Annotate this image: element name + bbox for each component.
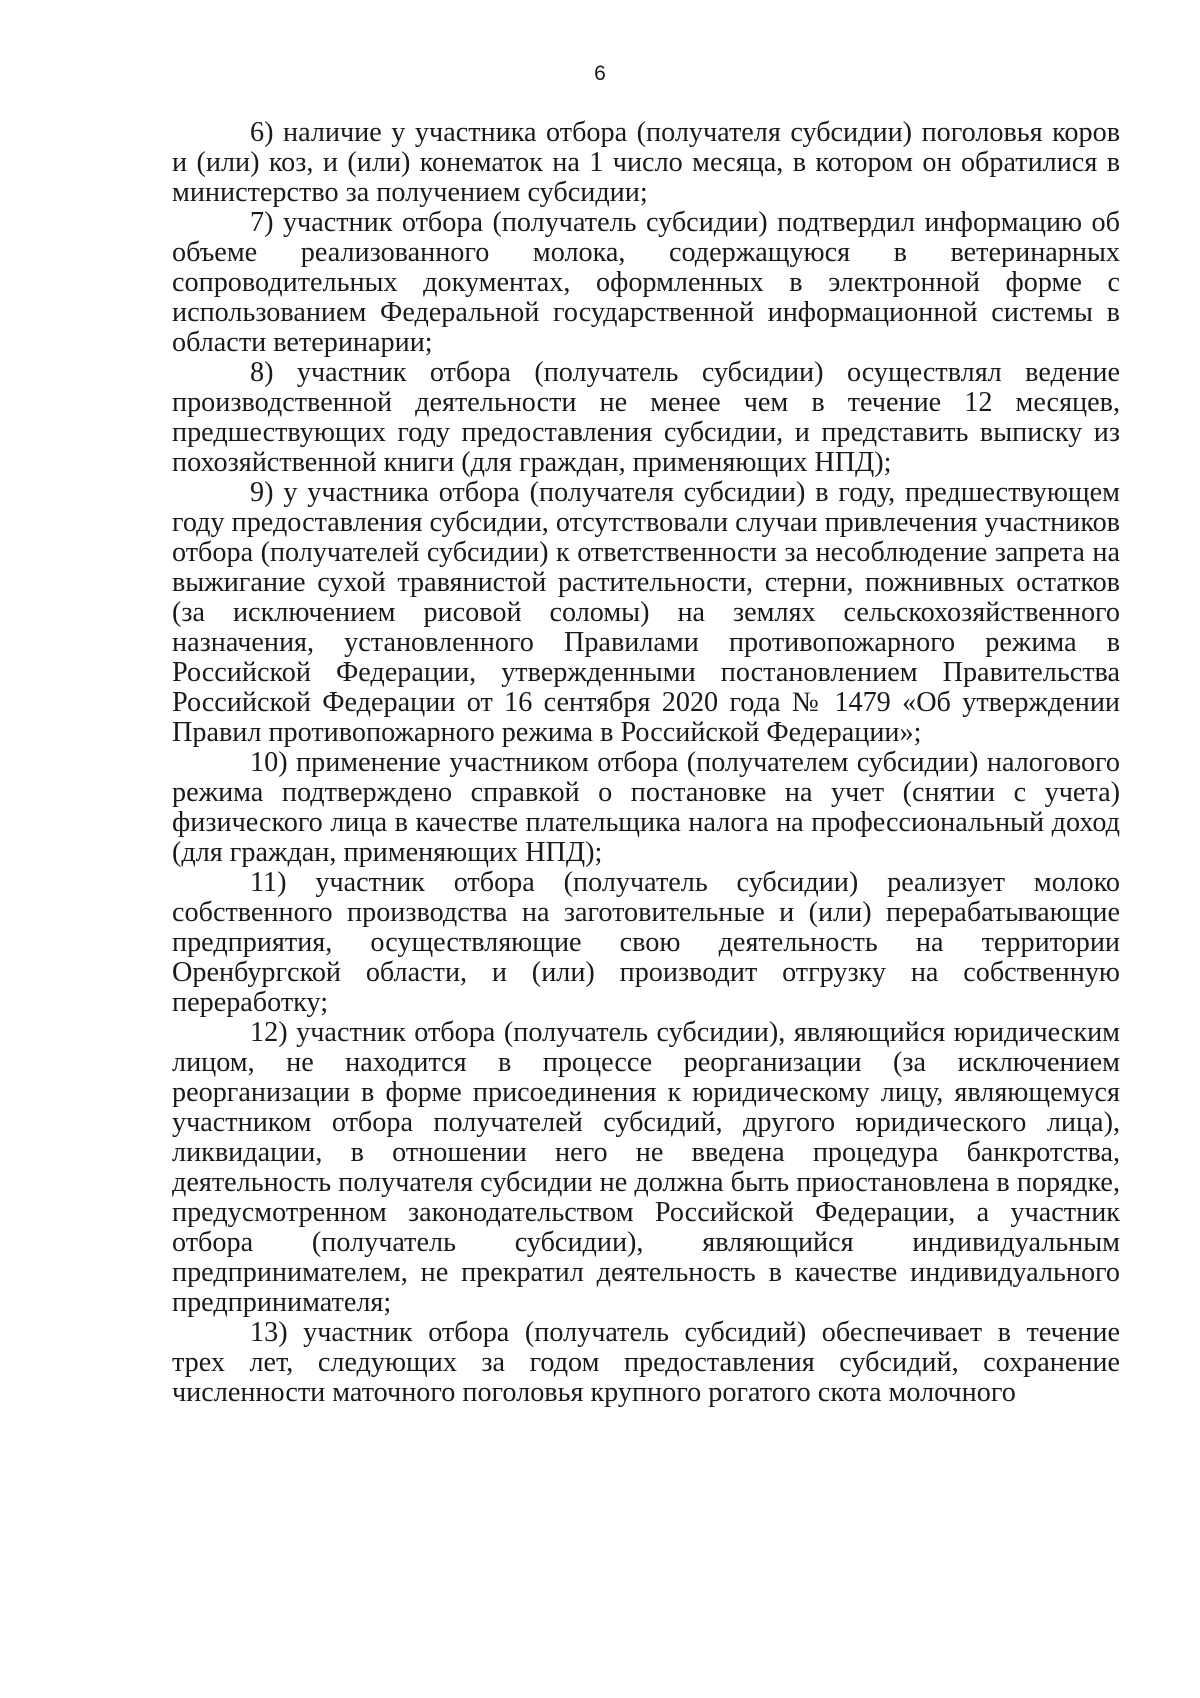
paragraph-item-13: 13) участник отбора (получатель субсидий) обеспечивает в течение трех лет, следующих за годом предоставления субсидий, сохранение численности маточного поголовья крупного рогатого скота молочного (172, 1317, 1120, 1408)
paragraph-item-7: 7) участник отбора (получатель субсидии) подтвердил информацию об объеме реализованного молока, содержащуюся в ветеринарных сопроводительных документах, оформленных в электронной форме с использованием Федеральной государственной информационной системы в области ветеринарии; (172, 207, 1120, 358)
paragraph-item-9: 9) у участника отбора (получателя субсидии) в году, предшествующем году предоставления субсидии, отсутствовали случаи привлечения участников отбора (получателей субсидии) к ответственности за несоблюдение запрета на выжигание сухой травянистой растительности, стерни, пожнивных остатков (за исключением рисовой соломы) на землях сельскохозяйственного назначения, установленного Правилами противопожарного режима в Российской Федерации, утвержденными постановлением Правительства Российской Федерации от 16 сентября 2020 года № 1479 «Об утверждении Правил противопожарного режима в Российской Федерации»; (172, 477, 1120, 748)
paragraph-item-6: 6) наличие у участника отбора (получателя субсидии) поголовья коров и (или) коз, и (или) конематок на 1 число месяца, в котором он обратилися в министерство за получением субсидии; (172, 117, 1120, 208)
paragraph-item-12: 12) участник отбора (получатель субсидии), являющийся юридическим лицом, не находится в процессе реорганизации (за исключением реорганизации в форме присоединения к юридическому лицу, являющемуся участником отбора получателей субсидий, другого юридического лица), ликвидации, в отношении него не введена процедура банкротства, деятельность получателя субсидии не должна быть приостановлена в порядке, предусмотренном законодательством Российской Федерации, а участник отбора (получатель субсидии), являющийся индивидуальным предпринимателем, не прекратил деятельность в качестве индивидуального предпринимателя; (172, 1017, 1120, 1318)
page-number: 6 (594, 62, 606, 85)
paragraph-item-10: 10) применение участником отбора (получателем субсидии) налогового режима подтверждено справкой о постановке на учет (снятии с учета) физического лица в качестве плательщика налога на профессиональный доход (для граждан, применяющих НПД); (172, 747, 1120, 868)
paragraph-item-8: 8) участник отбора (получатель субсидии) осуществлял ведение производственной деятельности не менее чем в течение 12 месяцев, предшествующих году предоставления субсидии, и представить выписку из похозяйственной книги (для граждан, применяющих НПД); (172, 357, 1120, 478)
document-body (172, 118, 1120, 1408)
paragraph-item-11: 11) участник отбора (получатель субсидии) реализует молоко собственного производства на заготовительные и (или) перерабатывающие предприятия, осуществляющие свою деятельность на территории Оренбургской области, и (или) производит отгрузку на собственную переработку; (172, 867, 1120, 1018)
